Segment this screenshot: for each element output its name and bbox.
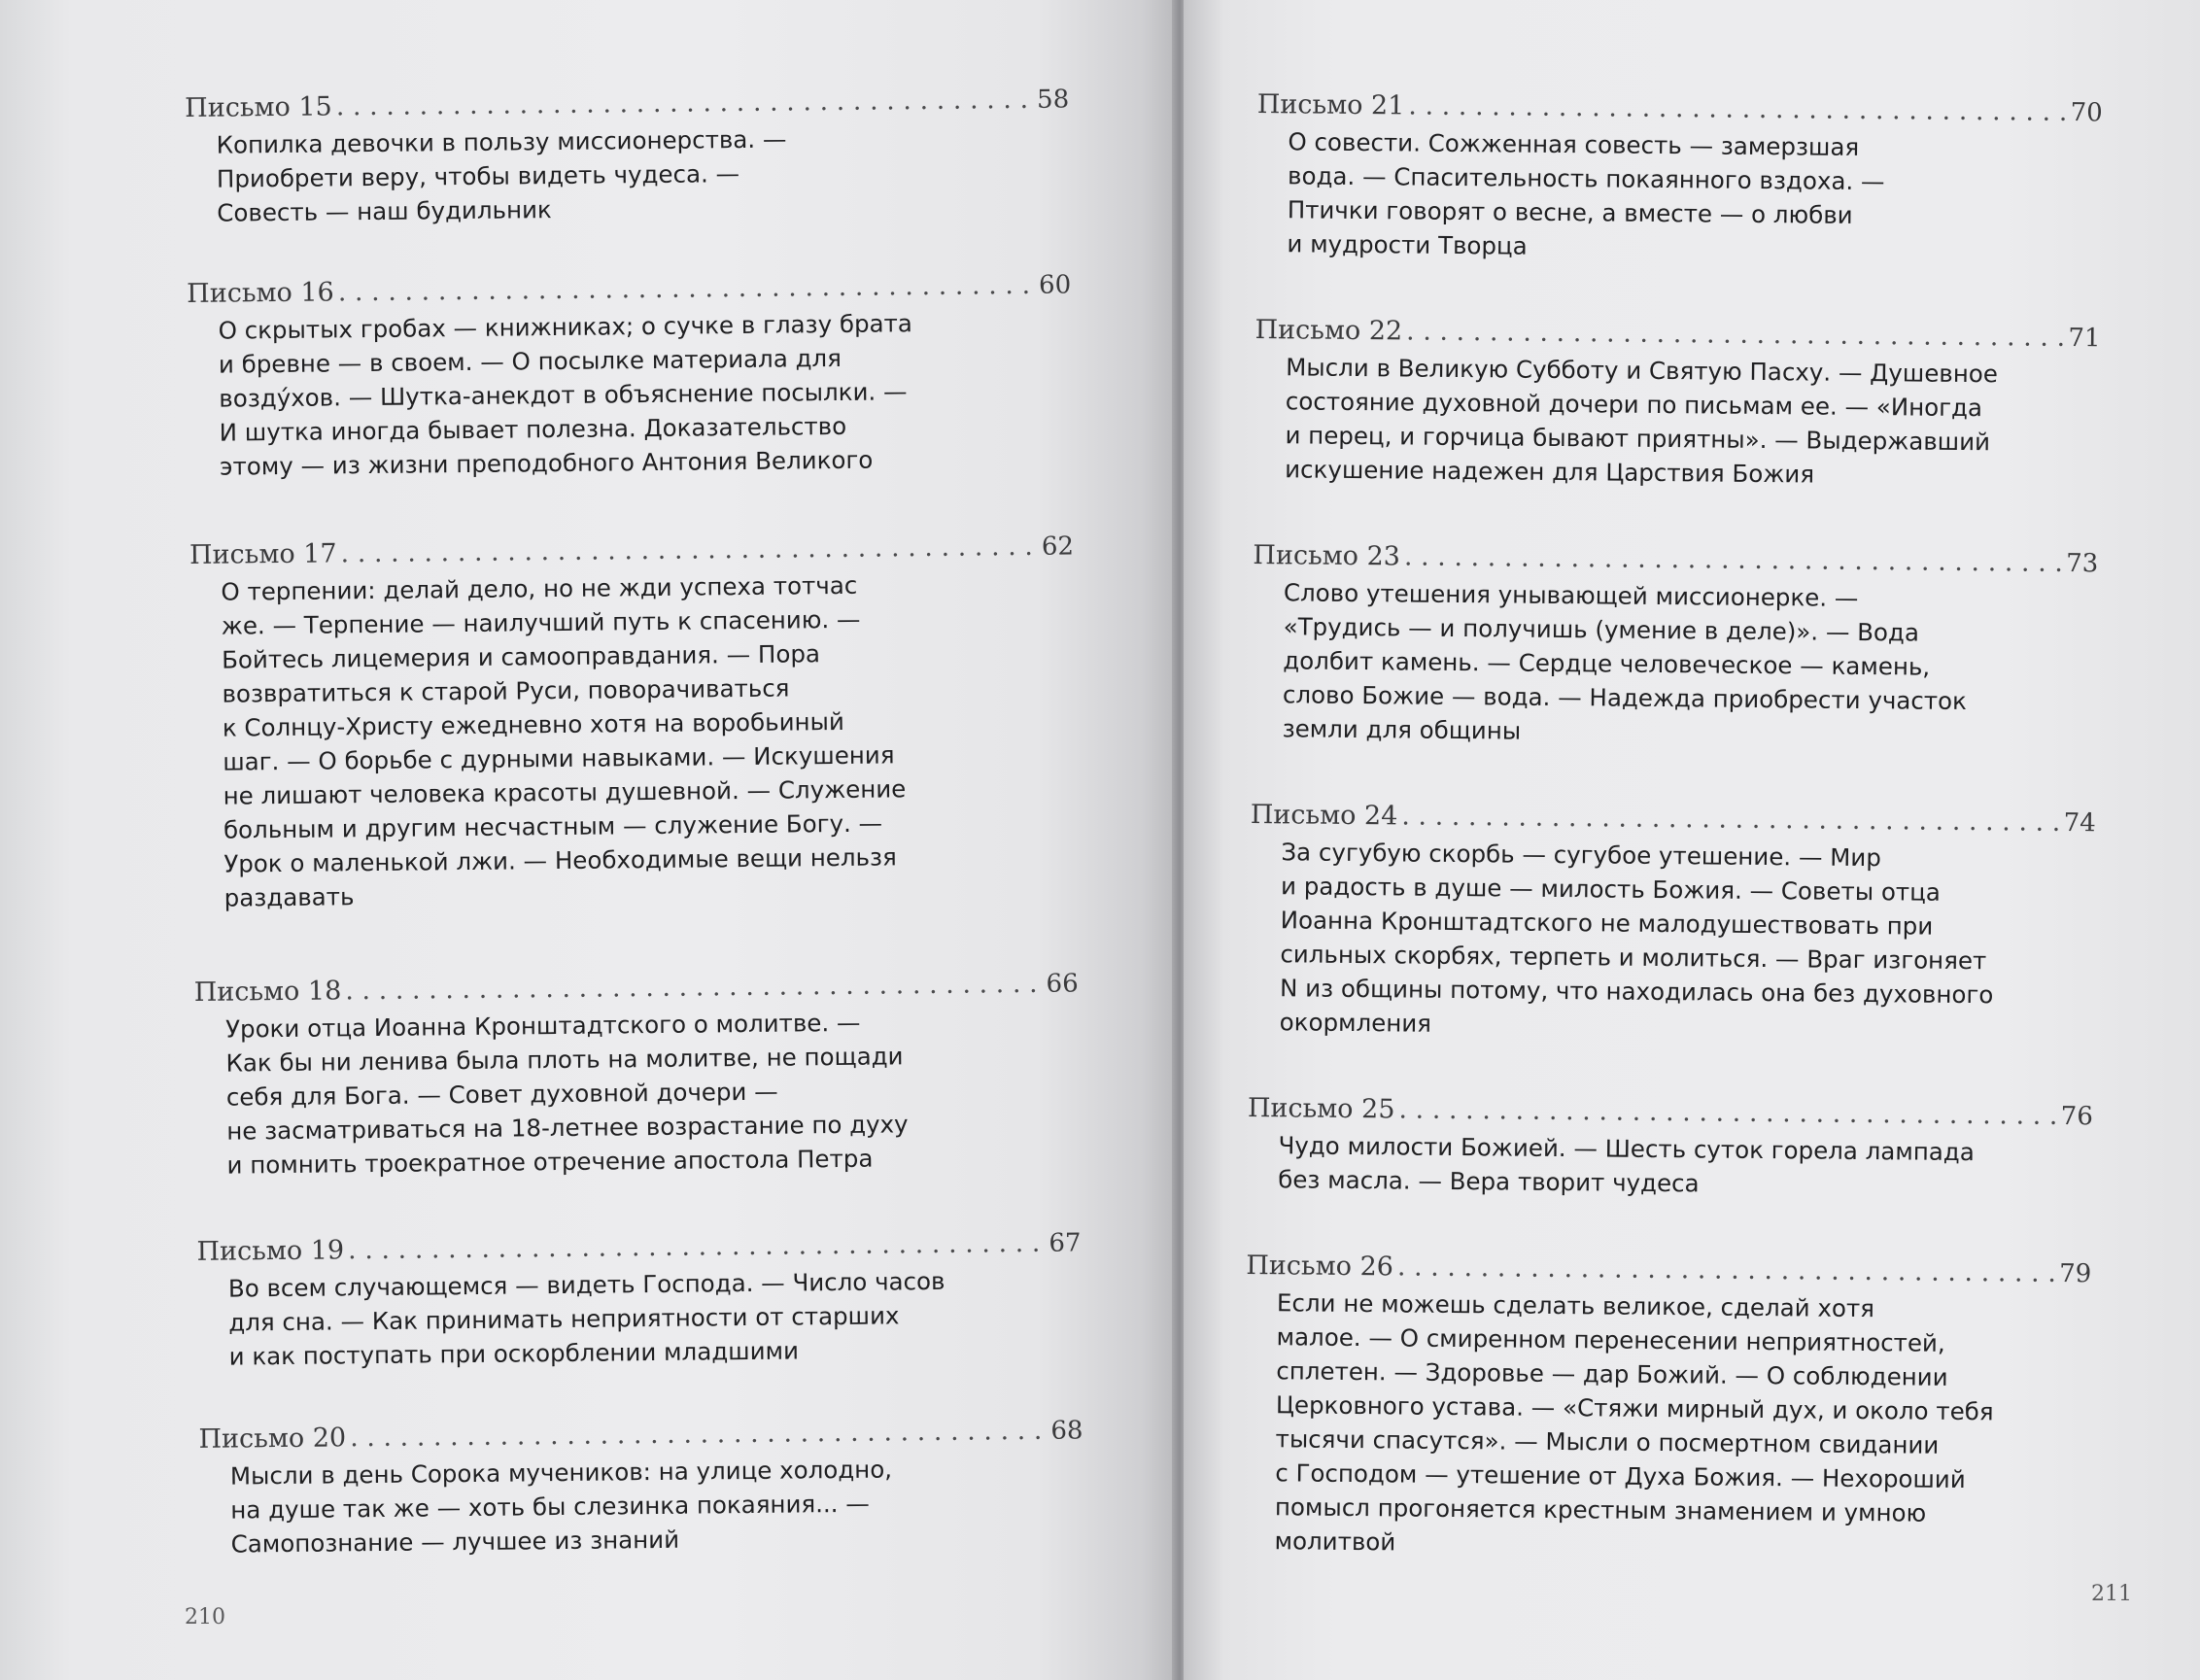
description-line: долбит камень. — Сердце человеческое — камень,: [1283, 646, 1931, 681]
description-line: Копилка девочки в пользу миссионерства. —: [216, 124, 787, 159]
description-line: и бревне — в своем. — О посылке материала для: [218, 343, 842, 379]
toc-entry-description: [1282, 575, 2098, 753]
description-line: малое. — О смиренном перенесении неприятностей,: [1276, 1322, 1945, 1357]
description-line: О совести. Сожженная совесть — замерзшая: [1288, 127, 1860, 161]
toc-entry-page: 71: [2068, 324, 2101, 354]
description-line: Бойтесь лицемерия и самооправдания. — Пора: [221, 639, 821, 674]
description-line: и перец, и горчица бывают приятны». — Выдержавший: [1285, 421, 1991, 457]
toc-entry-title: Письмо 24: [1250, 799, 1398, 832]
description-line: сплетен. — Здоровье — дар Божий. — О соблюдении: [1276, 1356, 1948, 1391]
toc-entry-page: 79: [2059, 1258, 2092, 1289]
description-line: Уроки отца Иоанна Кронштадтского о молитве. —: [224, 1008, 861, 1044]
toc-entry-description: [218, 304, 1073, 483]
description-line: Как бы ни ленива была плоть на молитве, не пощади: [225, 1042, 904, 1078]
toc-entry-page: 74: [2063, 807, 2096, 839]
dot-leader: [345, 965, 1043, 1011]
description-line: N из общины потому, что находилась она без духовного: [1279, 974, 1994, 1010]
description-line: искушение надежен для Царствия Божия: [1285, 455, 1815, 489]
toc-entry-description: [1287, 124, 2102, 268]
toc-entry-title: Письмо 23: [1253, 539, 1401, 572]
toc-entry: [1254, 311, 2101, 494]
toc-entry-title: Письмо 21: [1256, 88, 1405, 121]
description-line: тысячи спасутся». — Мысли о посмертном свидании: [1275, 1424, 1940, 1459]
description-line: Если не можешь сделать великое, сделай хотя: [1276, 1288, 1875, 1323]
description-line: Мысли в день Сорока мучеников: на улице холодно,: [229, 1455, 893, 1491]
description-line: раздавать: [223, 882, 355, 912]
description-line: Чудо милости Божией. — Шесть суток горела лампада: [1278, 1131, 1975, 1167]
dot-leader: [1398, 1090, 2057, 1136]
toc-entry-page: 68: [1050, 1416, 1083, 1446]
description-line: Совесть — наш будильник: [217, 195, 552, 227]
toc-entry-description: [230, 1450, 1084, 1560]
description-line: Во всем случающемся — видеть Господа. — Число часов: [227, 1266, 945, 1303]
description-line: для сна. — Как принимать неприятности от старших: [228, 1301, 900, 1337]
description-line: не засматриваться на 18-летнее возрастание по духу: [226, 1110, 909, 1146]
description-line: За сугубую скорбь — сугубое утешение. — Мир: [1281, 838, 1881, 873]
toc-entry-title: Письмо 18: [193, 976, 342, 1008]
description-line: Урок о маленькой лжи. — Необходимые вещи нельзя: [223, 842, 897, 878]
toc-entry: [1249, 796, 2096, 1046]
description-line: помысл прогоняется крестным знамением и умною: [1274, 1492, 1927, 1527]
description-line: не лишают человека красоты душевной. — Служение: [223, 774, 907, 810]
toc-entry-page: 58: [1036, 85, 1070, 115]
toc-entry-title: Письмо 25: [1247, 1092, 1395, 1125]
toc-entry-description: [221, 566, 1078, 914]
description-line: Птички говорят о весне, а вместе — о любви: [1287, 195, 1853, 229]
toc-entry-title: Письмо 15: [185, 91, 332, 123]
toc-entry-title: Письмо 17: [189, 538, 337, 570]
description-line: молитвой: [1274, 1526, 1396, 1557]
description-line: Церковного устава. — «Стяжи мирный дух, и около тебя: [1275, 1390, 1994, 1426]
description-line: и мудрости Творца: [1287, 229, 1528, 260]
toc-entry-title: Письмо 26: [1246, 1250, 1394, 1283]
description-line: и помнить троекратное отречение апостола Петра: [226, 1144, 874, 1180]
toc-entry-description: [1278, 1128, 2093, 1204]
page-number-right: 211: [2091, 1582, 2132, 1606]
right-page: [1184, 0, 2200, 1680]
toc-entry: [196, 1223, 1082, 1374]
toc-entry: [194, 964, 1081, 1183]
description-line: Иоанна Кронштадтского не малодушествовать при: [1280, 906, 1934, 941]
toc-entry-page: 60: [1038, 270, 1072, 300]
description-line: О скрытых гробах — книжниках; о сучке в глазу брата: [218, 309, 912, 345]
dot-leader: [350, 1412, 1048, 1458]
dot-leader: [1404, 537, 2063, 583]
toc-entry-description: [225, 1003, 1081, 1182]
dot-leader: [1408, 86, 2067, 132]
toc-entry-description: [1274, 1286, 2091, 1565]
page-number-left: 210: [185, 1605, 225, 1629]
description-line: состояние духовной дочери по письмам ее. — «Иногда: [1285, 387, 1983, 423]
toc-entry-description: [216, 119, 1070, 229]
toc-entry-description: [1285, 350, 2100, 494]
description-line: окормления: [1279, 1008, 1432, 1038]
toc-entry: [198, 1411, 1083, 1561]
toc-entry: [187, 265, 1073, 484]
toc-entry-page: 76: [2060, 1101, 2093, 1132]
description-line: вода. — Спасительность покаянного вздоха. —: [1287, 161, 1885, 196]
toc-column-left: [185, 80, 1084, 1560]
dot-leader: [340, 528, 1038, 574]
description-line: И шутка иногда бывает полезна. Доказательство: [219, 411, 847, 447]
description-line: и радость в душе — милость Божия. — Советы отца: [1280, 872, 1941, 907]
description-line: этому — из жизни преподобного Антония Великого: [219, 445, 874, 481]
toc-entry-title: Письмо 20: [198, 1423, 347, 1455]
dot-leader: [338, 266, 1036, 313]
dot-leader: [1406, 312, 2065, 358]
toc-entry-description: [1280, 835, 2096, 1046]
description-line: Мысли в Великую Субботу и Святую Пасху. — Душевное: [1286, 353, 1999, 389]
description-line: себя для Бога. — Совет духовной дочери —: [225, 1077, 778, 1112]
description-line: Приобрети веру, чтобы видеть чудеса. —: [216, 159, 740, 193]
toc-entry-title: Письмо 22: [1255, 314, 1403, 347]
toc-entry-page: 66: [1046, 969, 1079, 999]
toc-entry-description: [228, 1262, 1083, 1373]
toc-entry: [1243, 1247, 2091, 1565]
toc-entry-page: 67: [1048, 1228, 1082, 1258]
description-line: возвратиться к старой Руси, поворачиваться: [222, 673, 790, 708]
description-line: и как поступать при оскорблении младшими: [228, 1336, 800, 1371]
dot-leader: [1401, 797, 2060, 842]
description-line: без масла. — Вера творит чудеса: [1278, 1165, 1700, 1198]
description-line: Слово утешения унывающей миссионерке. —: [1283, 578, 1859, 612]
description-line: «Трудись — и получишь (умение в деле)». — Вода: [1283, 612, 1920, 647]
description-line: Самопознание — лучшее из знаний: [230, 1525, 680, 1559]
toc-entry: [185, 80, 1070, 230]
description-line: больным и другим несчастным — служение Богу. —: [223, 808, 883, 844]
toc-entry-page: 70: [2070, 98, 2103, 128]
toc-entry-page: 62: [1041, 531, 1075, 562]
toc-entry: [1251, 536, 2098, 753]
description-line: к Солнцу-Христу ежедневно хотя на воробьиный: [222, 706, 844, 742]
description-line: на душе так же — хоть бы слезинка покаяния... —: [230, 1489, 870, 1525]
toc-entry: [189, 527, 1078, 915]
description-line: же. — Терпение — наилучший путь к спасению. —: [221, 604, 861, 640]
description-line: шаг. — О борьбе с дурными навыками. — Искушения: [223, 740, 895, 776]
description-line: земли для общины: [1282, 714, 1522, 745]
description-line: сильных скорбях, терпеть и молиться. — Враг изгоняет: [1280, 940, 1987, 976]
description-line: слово Божие — вода. — Надежда приобрести участок: [1282, 680, 1968, 716]
toc-entry-page: 73: [2066, 549, 2099, 579]
toc-entry: [1255, 86, 2103, 268]
toc-column-right: [1243, 86, 2103, 1565]
dot-leader: [1397, 1248, 2056, 1293]
toc-entry: [1247, 1089, 2093, 1204]
toc-entry-title: Письмо 16: [187, 277, 334, 309]
description-line: О терпении: делай дело, но не жди успеха тотчас: [221, 570, 858, 606]
description-line: возду́хов. — Шутка-анекдот в объяснение посылки. —: [219, 377, 908, 413]
description-line: с Господом — утешение от Духа Божия. — Нехороший: [1275, 1458, 1966, 1494]
dot-leader: [336, 81, 1034, 127]
toc-entry-title: Письмо 19: [196, 1235, 345, 1267]
